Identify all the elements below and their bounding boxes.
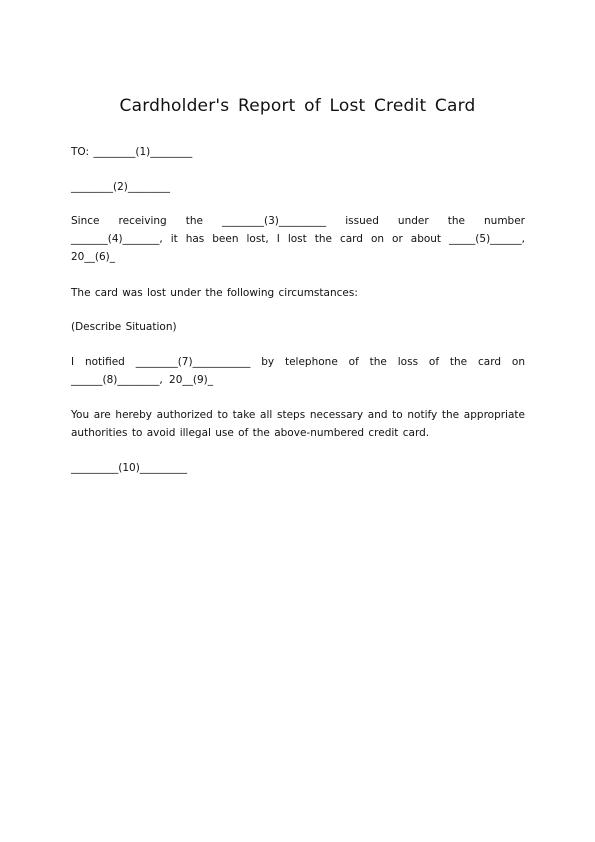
describe-situation: (Describe Situation) xyxy=(71,321,177,333)
recipient-line: ________(2)________ xyxy=(71,181,170,193)
document-title: Cardholder's Report of Lost Credit Card xyxy=(119,96,476,116)
paragraph-notified: I notified ________(7)___________ by telephone of the loss of the card on ______(8)________, 20__(9)_ xyxy=(71,356,525,386)
paragraph-authorization: You are hereby authorized to take all steps necessary and to notify the appropriate authorities to avoid illegal use of the above-numbered credit card. xyxy=(71,409,525,439)
to-line: TO: ________(1)________ xyxy=(71,146,193,158)
paragraph-circumstances: The card was lost under the following circumstances: xyxy=(71,287,358,299)
paragraph-since-receiving: Since receiving the ________(3)_________ issued under the number _______(4)_______, it has been lost, I lost the card on or about _____(5)______, 20__(6)_ xyxy=(71,215,525,263)
signature-line: _________(10)_________ xyxy=(71,462,188,474)
